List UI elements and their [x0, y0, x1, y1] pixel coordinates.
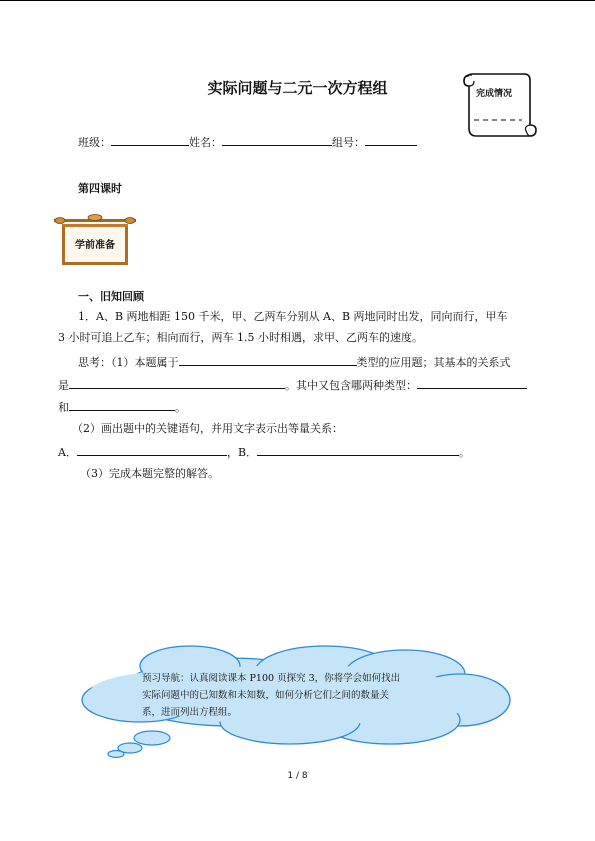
top-rule [0, 0, 595, 1]
type2-input[interactable] [69, 398, 175, 411]
type1-input[interactable] [417, 376, 527, 389]
group-input[interactable] [365, 133, 417, 146]
think-q3: （3）完成本题完整的解答。 [80, 467, 219, 480]
equation-row [58, 443, 470, 461]
think-q2: （2）画出题中的关键语句，并用文字表示出等量关系： [72, 422, 343, 435]
completion-badge [458, 70, 540, 144]
type-input[interactable] [179, 353, 357, 366]
lesson-heading: 第四课时 [78, 182, 122, 195]
prep-sign [52, 214, 138, 266]
preview-cloud [70, 640, 530, 764]
equation-b-input[interactable] [257, 443, 459, 456]
student-info-row [78, 133, 417, 151]
page-title: 实际问题与二元一次方程组 [207, 79, 388, 97]
label-b: ，B． [226, 446, 258, 459]
section-heading: 一、旧知回顾 [78, 290, 144, 303]
group-label: 组号： [332, 136, 365, 149]
think-q1-text: 思考：（1）本题属于 [78, 356, 179, 369]
think-line-1 [78, 353, 511, 371]
cloud-line-3: 系，进而列出方程组。 [142, 707, 238, 718]
completion-label: 完成情况 [476, 89, 513, 99]
problem-line-1: 1．A、B 两地相距 150 千米，甲、乙两车分别从 A、B 两地同时出发，同向而行，甲车 [78, 310, 508, 323]
think-l2-start: 是 [58, 379, 69, 392]
think-line-2 [58, 376, 527, 394]
think-l2-mid: 。其中又包含哪两种类型： [285, 379, 417, 392]
think-l3-start: 和 [58, 401, 69, 414]
equation-a-input[interactable] [77, 443, 227, 456]
equation-end: 。 [459, 446, 471, 459]
name-input[interactable] [222, 133, 332, 146]
relation-input[interactable] [69, 376, 285, 389]
class-input[interactable] [111, 133, 189, 146]
class-label: 班级： [78, 136, 111, 149]
cloud-line-1: 预习导航：认真阅读课本 P100 页探究 3，你将学会如何找出 [142, 673, 401, 684]
cloud-line-2: 实际问题中的已知数和未知数，如何分析它们之间的数量关 [142, 690, 390, 701]
prep-label: 学前准备 [75, 240, 115, 251]
think-q1-text-end: 类型的应用题；其基本的关系式 [356, 356, 511, 369]
problem-line-2: 3 小时可追上乙车；相向而行，两车 1.5 小时相遇，求甲、乙两车的速度。 [58, 331, 423, 344]
think-l3-end: 。 [175, 401, 186, 414]
page-number: 1 / 8 [287, 771, 308, 781]
think-line-3 [58, 398, 186, 416]
label-a: A． [58, 446, 77, 459]
scroll-icon [458, 70, 540, 144]
name-label: 姓名： [189, 136, 222, 149]
